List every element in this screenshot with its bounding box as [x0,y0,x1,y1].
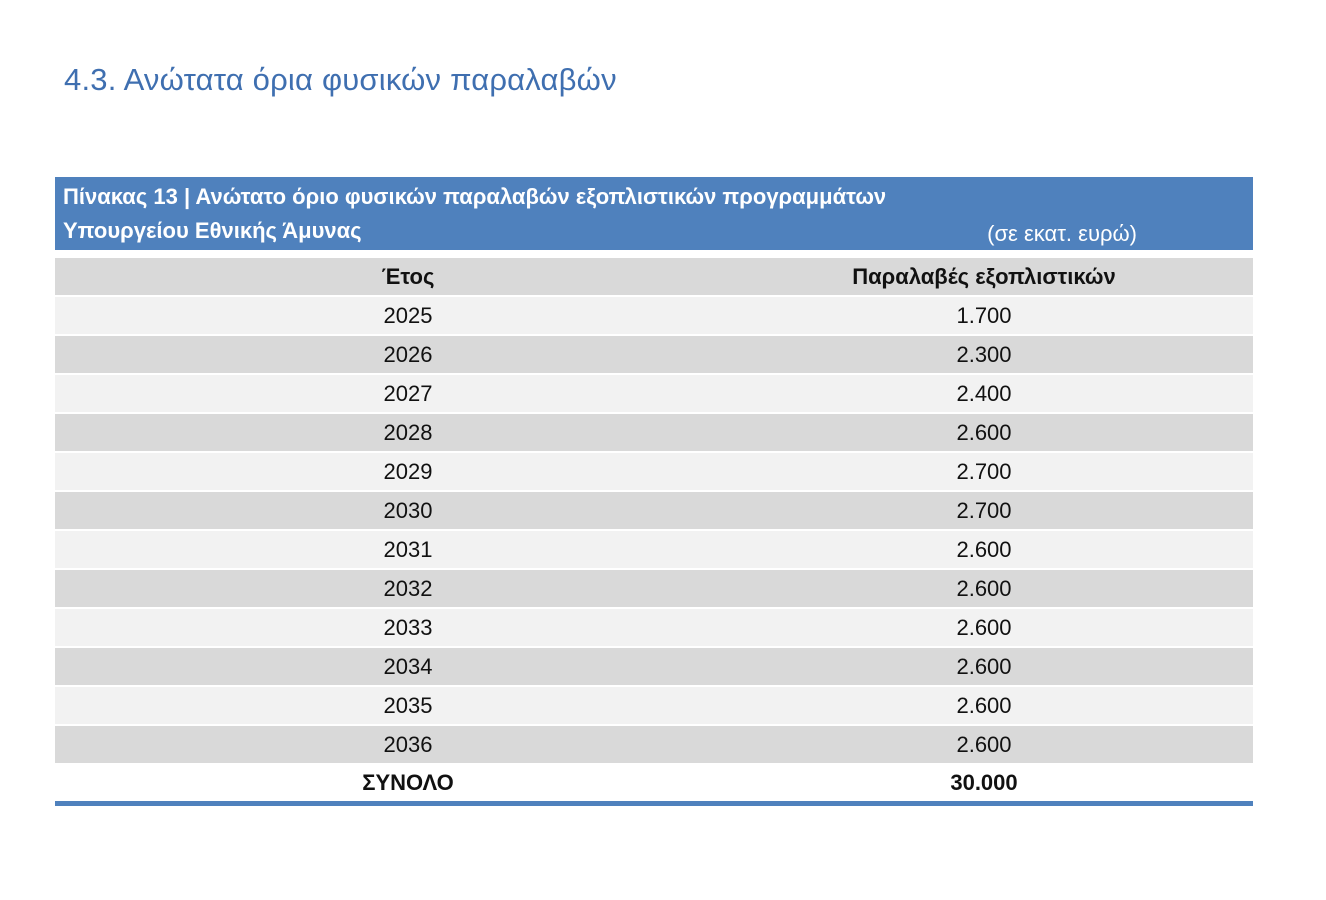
year-value: 2029 [383,458,433,484]
table-caption [55,177,1253,250]
year-value: 2035 [383,692,433,718]
table-row [55,570,1253,609]
year-cell [55,336,705,375]
table-row [55,336,1253,375]
deliveries-value: 2.600 [956,653,1012,679]
year-cell [55,375,705,414]
deliveries-cell [705,336,1253,375]
year-value: 2032 [383,575,433,601]
total-value [705,765,1253,806]
deliveries-cell [705,453,1253,492]
deliveries-cell [705,726,1253,765]
year-value: 2025 [383,302,433,328]
table-row [55,297,1253,336]
total-row [55,765,1253,806]
deliveries-cell [705,609,1253,648]
table-row [55,726,1253,765]
year-value: 2031 [383,536,433,562]
deliveries-value: 2.600 [956,731,1012,757]
caption-line-1: Πίνακας 13 | Ανώτατο όριο φυσικών παραλαβών εξοπλιστικών προγραμμάτων [63,184,887,209]
deliveries-cell [705,687,1253,726]
year-cell [55,726,705,765]
year-cell [55,648,705,687]
table-row [55,453,1253,492]
column-header-year [55,258,705,297]
year-value: 2033 [383,614,433,640]
deliveries-value: 2.600 [956,614,1012,640]
table-row [55,687,1253,726]
caption-gap [55,250,1253,258]
deliveries-value: 2.600 [956,419,1012,445]
caption-unit: (σε εκατ. ευρώ) [987,221,1137,246]
data-table [55,258,1253,806]
column-header-deliveries-text: Παραλαβές εξοπλιστικών [852,263,1116,289]
section-heading: 4.3. Ανώτατα όρια φυσικών παραλαβών [64,62,617,97]
total-value-text: 30.000 [950,770,1018,795]
total-label-text: ΣΥΝΟΛΟ [362,770,454,795]
year-cell [55,609,705,648]
deliveries-value: 2.700 [956,497,1012,523]
year-value: 2026 [383,341,433,367]
header-row [55,258,1253,297]
deliveries-value: 1.700 [956,302,1012,328]
deliveries-value: 2.600 [956,575,1012,601]
deliveries-cell [705,648,1253,687]
deliveries-value: 2.400 [956,380,1012,406]
table-row [55,375,1253,414]
year-cell [55,531,705,570]
year-cell [55,453,705,492]
deliveries-cell [705,531,1253,570]
column-header-year-text: Έτος [381,263,435,289]
year-cell [55,297,705,336]
deliveries-value: 2.300 [956,341,1012,367]
year-cell [55,414,705,453]
deliveries-value: 2.700 [956,458,1012,484]
table-row [55,648,1253,687]
year-value: 2036 [383,731,433,757]
table-row [55,414,1253,453]
year-cell [55,570,705,609]
year-value: 2030 [383,497,433,523]
year-value: 2028 [383,419,433,445]
year-cell [55,492,705,531]
caption-line-2: Υπουργείου Εθνικής Άμυνας [63,218,362,243]
table-row [55,531,1253,570]
table-13 [55,177,1253,806]
year-value: 2027 [383,380,433,406]
deliveries-cell [705,492,1253,531]
deliveries-cell [705,570,1253,609]
column-header-deliveries [705,258,1253,297]
deliveries-value: 2.600 [956,692,1012,718]
deliveries-cell [705,414,1253,453]
deliveries-cell [705,297,1253,336]
year-cell [55,687,705,726]
deliveries-cell [705,375,1253,414]
table-row [55,492,1253,531]
deliveries-value: 2.600 [956,536,1012,562]
table-row [55,609,1253,648]
total-label [55,765,705,806]
year-value: 2034 [383,653,433,679]
